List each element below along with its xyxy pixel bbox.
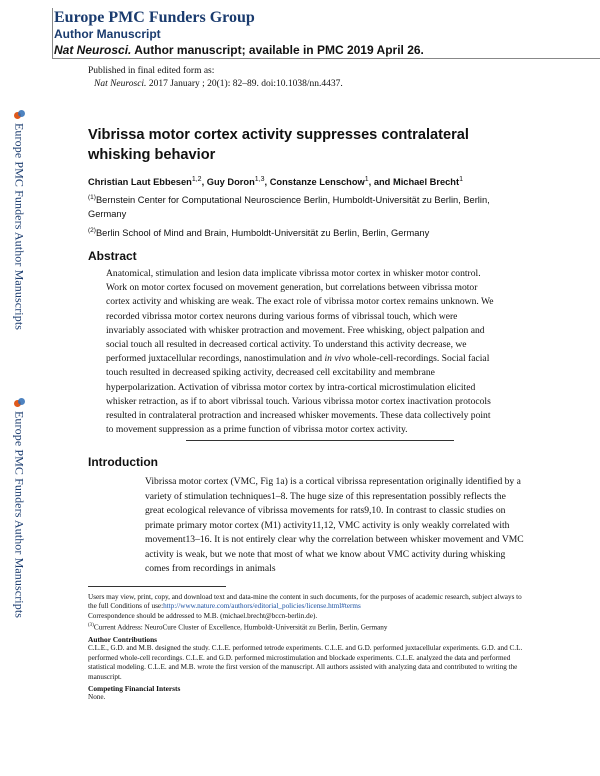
terms-link[interactable]: http://www.nature.com/authors/editorial_policies/license.html#terms — [163, 602, 361, 611]
author-name: Michael Brecht — [392, 177, 460, 188]
header-journal: Nat Neurosci. — [54, 43, 132, 57]
correspondence-note: Correspondence should be addressed to M.B. (michael.brecht@bccn-berlin.de). — [88, 611, 318, 620]
abstract-heading: Abstract — [88, 249, 137, 263]
sidebar-watermark-text: Europe PMC Funders Author Manuscripts — [12, 411, 27, 619]
sidebar-watermark-text: Europe PMC Funders Author Manuscripts — [12, 123, 27, 331]
article-title: Vibrissa motor cortex activity suppresses contralateral whisking behavior — [88, 127, 469, 163]
introduction-heading: Introduction — [88, 455, 158, 469]
header-vertical-rule — [52, 8, 53, 59]
europe-pmc-logo-icon — [14, 110, 25, 121]
terms-of-use: Users may view, print, copy, and download text and data-mine the content in such documents, for the purposes of academic research, subject always to the full Conditions of use:http://www.nature.com/authors/editorial_policies/license.html#terms — [88, 593, 522, 611]
contributions-heading: Author Contributions — [88, 635, 158, 645]
author-manuscript-label: Author Manuscript — [54, 27, 161, 41]
author-affiliation-sup: 1 — [459, 176, 463, 183]
author-name: Guy Doron — [206, 177, 255, 188]
funders-group-title: Europe PMC Funders Group — [54, 9, 255, 26]
competing-interests-text: None. — [88, 693, 106, 702]
author-affiliation-sup: 1 — [364, 176, 369, 183]
published-journal: Nat Neurosci. — [94, 79, 147, 89]
affiliation-2: $^{(2)}$Berlin School of Mind and Brain, Humboldt-Universität zu Berlin, Berlin, Germany — [88, 227, 430, 239]
published-label: Published in final edited form as: — [88, 66, 215, 76]
header-rule — [52, 58, 600, 59]
author-affiliation-sup: 1,2 — [191, 176, 202, 183]
affiliation-1: $^{(1)}$Bernstein Center for Computational Neuroscience Berlin, Humboldt-Universität zu Berlin, Berlin, Germany — [88, 194, 490, 220]
author-affiliation-sup: 1,3 — [254, 176, 265, 183]
sidebar-watermark-bottom — [11, 398, 27, 618]
abstract-divider — [186, 440, 454, 441]
published-citation — [88, 78, 343, 91]
author-name: Christian Laut Ebbesen — [88, 177, 192, 188]
europe-pmc-logo-icon — [14, 398, 25, 409]
introduction-body: Vibrissa motor cortex (VMC, Fig 1a) is a cortical vibrissa representation originally identified by a variety of stimulation techniques1–8. The huge size of this representation possibly reflects the great ecological relevance of vibrissa movements for rats9,10. In contrast to classic studies on primate primary motor cortex (M1) activity11,12, VMC activity is only weakly correlated with movement13–16. It is not entirely clear why the correlation between whisker movement and VMC activity is weak, but we note that most of what we know about VMC activity during whisking comes from recordings in animals — [145, 476, 524, 574]
footnotes — [88, 593, 528, 703]
current-address-note: $^{(3)}$Current Address: NeuroCure Cluster of Excellence, Humboldt-Universität zu Berlin, Berlin, Germany — [88, 623, 388, 632]
competing-interests-heading: Competing Financial Intersts — [88, 684, 181, 694]
footnote-divider — [88, 586, 226, 587]
abstract-body: Anatomical, stimulation and lesion data implicate vibrissa motor cortex in whisker motor control. Work on motor cortex focused on movement generation, but correlations between vibrissa motor cortex activity and whisking are weak. The exact role of vibrissa motor cortex remains unknown. We recorded vibrissa motor cortex neurons during various forms of vibrissal touch, which were invariably associated with whisker protraction and movement. Free whisking, object palpation and social touch all resulted in decreased cortical activity. To understand this activity decrease, we performed juxtacellular recordings, nanostimulation and in vivo whole-cell-recordings. Social facial touch resulted in decreased spiking activity, decreased cell excitability and membrane hyperpolarization. Activation of vibrissa motor cortex by intra-cortical microstimulation elicited whisker retraction, as if to abort vibrissal touch. Various vibrissa motor cortex inactivation protocols resulted in contralateral protraction and increased whisker movements. These data collectively point to movement suppression as a prime function of vibrissa motor cortex activity. — [106, 268, 494, 436]
contributions-text: C.L.E., G.D. and M.B. designed the study. C.L.E. performed tetrode experiments. C.L.E. and G.D. performed juxtacellular experiments. G.D. and C.L. performed whole-cell recordings. C.L.E. and G.D. performed microstimulation and blockade experiments. C.L.E. analyzed the data and performed statistical modeling. C.L.E. and M.B. wrote the first version of the manuscript. All authors assisted with analyzing data and contributed to writing the manuscript. — [88, 644, 523, 681]
published-note — [88, 65, 343, 91]
author-name: Constanze Lenschow — [269, 177, 365, 188]
header-availability: Author manuscript; available in PMC 2019 April 26. — [134, 43, 424, 57]
manuscript-citation — [54, 42, 600, 59]
sidebar-watermark-top — [11, 110, 27, 330]
published-details: 2017 January ; 20(1): 82–89. doi:10.1038/nn.4437. — [148, 79, 343, 89]
author-list: Christian Laut Ebbesen$^{1,2}$, Guy Doron$^{1,3}$, Constanze Lenschow$^1$, and Michael Brecht$^1$ — [88, 176, 463, 188]
funders-header — [54, 8, 600, 59]
